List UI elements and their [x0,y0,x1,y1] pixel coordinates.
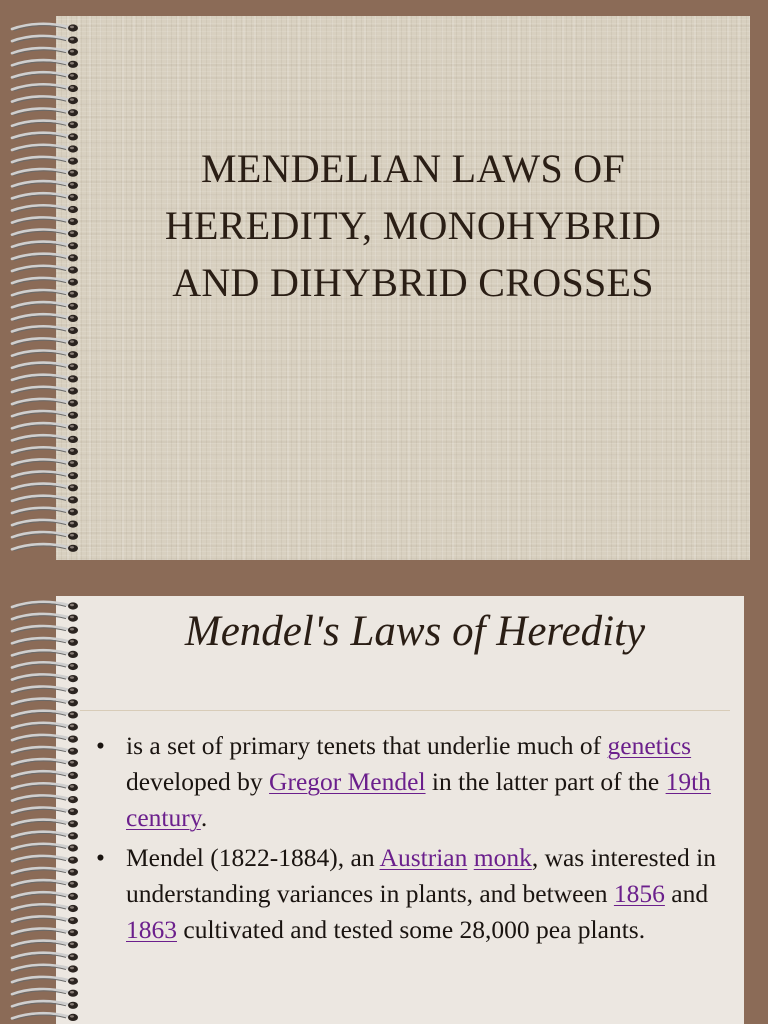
spiral-coil [12,363,78,371]
spiral-coil [12,520,78,528]
spiral-coil [12,314,78,322]
link-1863[interactable]: 1863 [126,915,177,944]
spiral-coil [12,904,78,912]
spiral-coil [12,133,78,141]
link-genetics[interactable]: genetics [607,731,692,760]
spiral-coil [12,121,78,129]
spiral-coil [12,459,78,467]
bullet-dot: • [96,731,105,760]
spiral-coil [12,614,78,622]
spiral-coil [12,602,78,610]
spiral-coil [12,96,78,104]
bullet-item [92,728,724,836]
spiral-coil [12,759,78,767]
spiral-coil [12,72,78,80]
spiral-coil [12,544,78,552]
bullet-text: and [664,879,709,908]
spiral-coil [12,880,78,888]
spiral-coil [12,217,78,225]
spiral-coil [12,807,78,815]
spiral-coil [12,387,78,395]
bullet-text: in the latter part of the [425,767,666,796]
spiral-coil [12,266,78,274]
spiral-binding-icon [10,20,82,556]
heading-divider [80,710,730,711]
spiral-binding-icon [10,598,82,1024]
slide-title [86,140,740,311]
spiral-coil [12,747,78,755]
spiral-coil [12,496,78,504]
spiral-coil [12,326,78,334]
spiral-coil [12,302,78,310]
spiral-coil [12,338,78,346]
spiral-coil [12,193,78,201]
bullet-text: Mendel (1822-1884), an [126,843,380,872]
spiral-coil [12,24,78,32]
spiral-coil [12,60,78,68]
spiral-coil [12,674,78,682]
spiral-coil [12,868,78,876]
title-slide [56,16,750,560]
slide-heading: Mendel's Laws of Heredity [184,608,646,655]
spiral-coil [12,435,78,443]
spiral-coil [12,411,78,419]
spiral-coil [12,1013,78,1021]
spiral-coil [12,892,78,900]
spiral-coil [12,399,78,407]
title-line-3: AND DIHYBRID CROSSES [172,260,654,305]
link-gregor-mendel[interactable]: Gregor Mendel [269,767,426,796]
title-line-1: MENDELIAN LAWS OF [200,146,626,191]
spiral-coil [12,508,78,516]
spiral-coil [12,205,78,213]
spiral-coil [12,735,78,743]
bullet-text: is a set of primary tenets that underlie much of [126,731,608,760]
spiral-coil [12,820,78,828]
spiral-coil [12,471,78,479]
spiral-coil [12,686,78,694]
spiral-coil [12,229,78,237]
spiral-coil [12,699,78,707]
spiral-coil [12,977,78,985]
spiral-coil [12,953,78,961]
spiral-coil [12,423,78,431]
spiral-coil [12,48,78,56]
spiral-coil [12,278,78,286]
spiral-coil [12,108,78,116]
spiral-coil [12,290,78,298]
spiral-coil [12,638,78,646]
spiral-coil [12,832,78,840]
bullet-dot: • [96,843,105,872]
spiral-coil [12,711,78,719]
spiral-coil [12,36,78,44]
spiral-coil [12,916,78,924]
title-line-2: HEREDITY, MONOHYBRID [164,203,662,248]
spiral-coil [12,350,78,358]
spiral-coil [12,650,78,658]
spiral-coil [12,84,78,92]
spiral-coil [12,242,78,250]
spiral-coil [12,844,78,852]
bullet-text: developed by [126,767,270,796]
link-19th-century[interactable]: 19th century [126,767,711,832]
spiral-coil [12,771,78,779]
spiral-coil [12,145,78,153]
spiral-coil [12,1001,78,1009]
spiral-coil [12,795,78,803]
bullet-item [92,840,724,948]
spiral-coil [12,965,78,973]
bullet-list [92,728,724,952]
link-austrian[interactable]: Austrian [379,843,468,872]
bullet-text: , was interested in understanding variances in plants, and between [126,843,716,908]
bullet-text: cultivated and tested some 28,000 pea plants. [177,915,646,944]
spiral-coil [12,532,78,540]
spiral-coil [12,989,78,997]
spiral-coil [12,856,78,864]
link-1856[interactable]: 1856 [613,879,665,908]
spiral-coil [12,157,78,165]
spiral-coil [12,375,78,383]
spiral-coil [12,662,78,670]
spiral-coil [12,723,78,731]
spiral-coil [12,626,78,634]
spiral-coil [12,169,78,177]
bullet-text: . [200,803,208,832]
content-slide [56,596,744,1024]
spiral-coil [12,447,78,455]
spiral-coil [12,941,78,949]
spiral-coil [12,484,78,492]
spiral-coil [12,254,78,262]
spiral-coil [12,783,78,791]
link-monk[interactable]: monk [473,843,532,872]
spiral-coil [12,928,78,936]
spiral-coil [12,181,78,189]
